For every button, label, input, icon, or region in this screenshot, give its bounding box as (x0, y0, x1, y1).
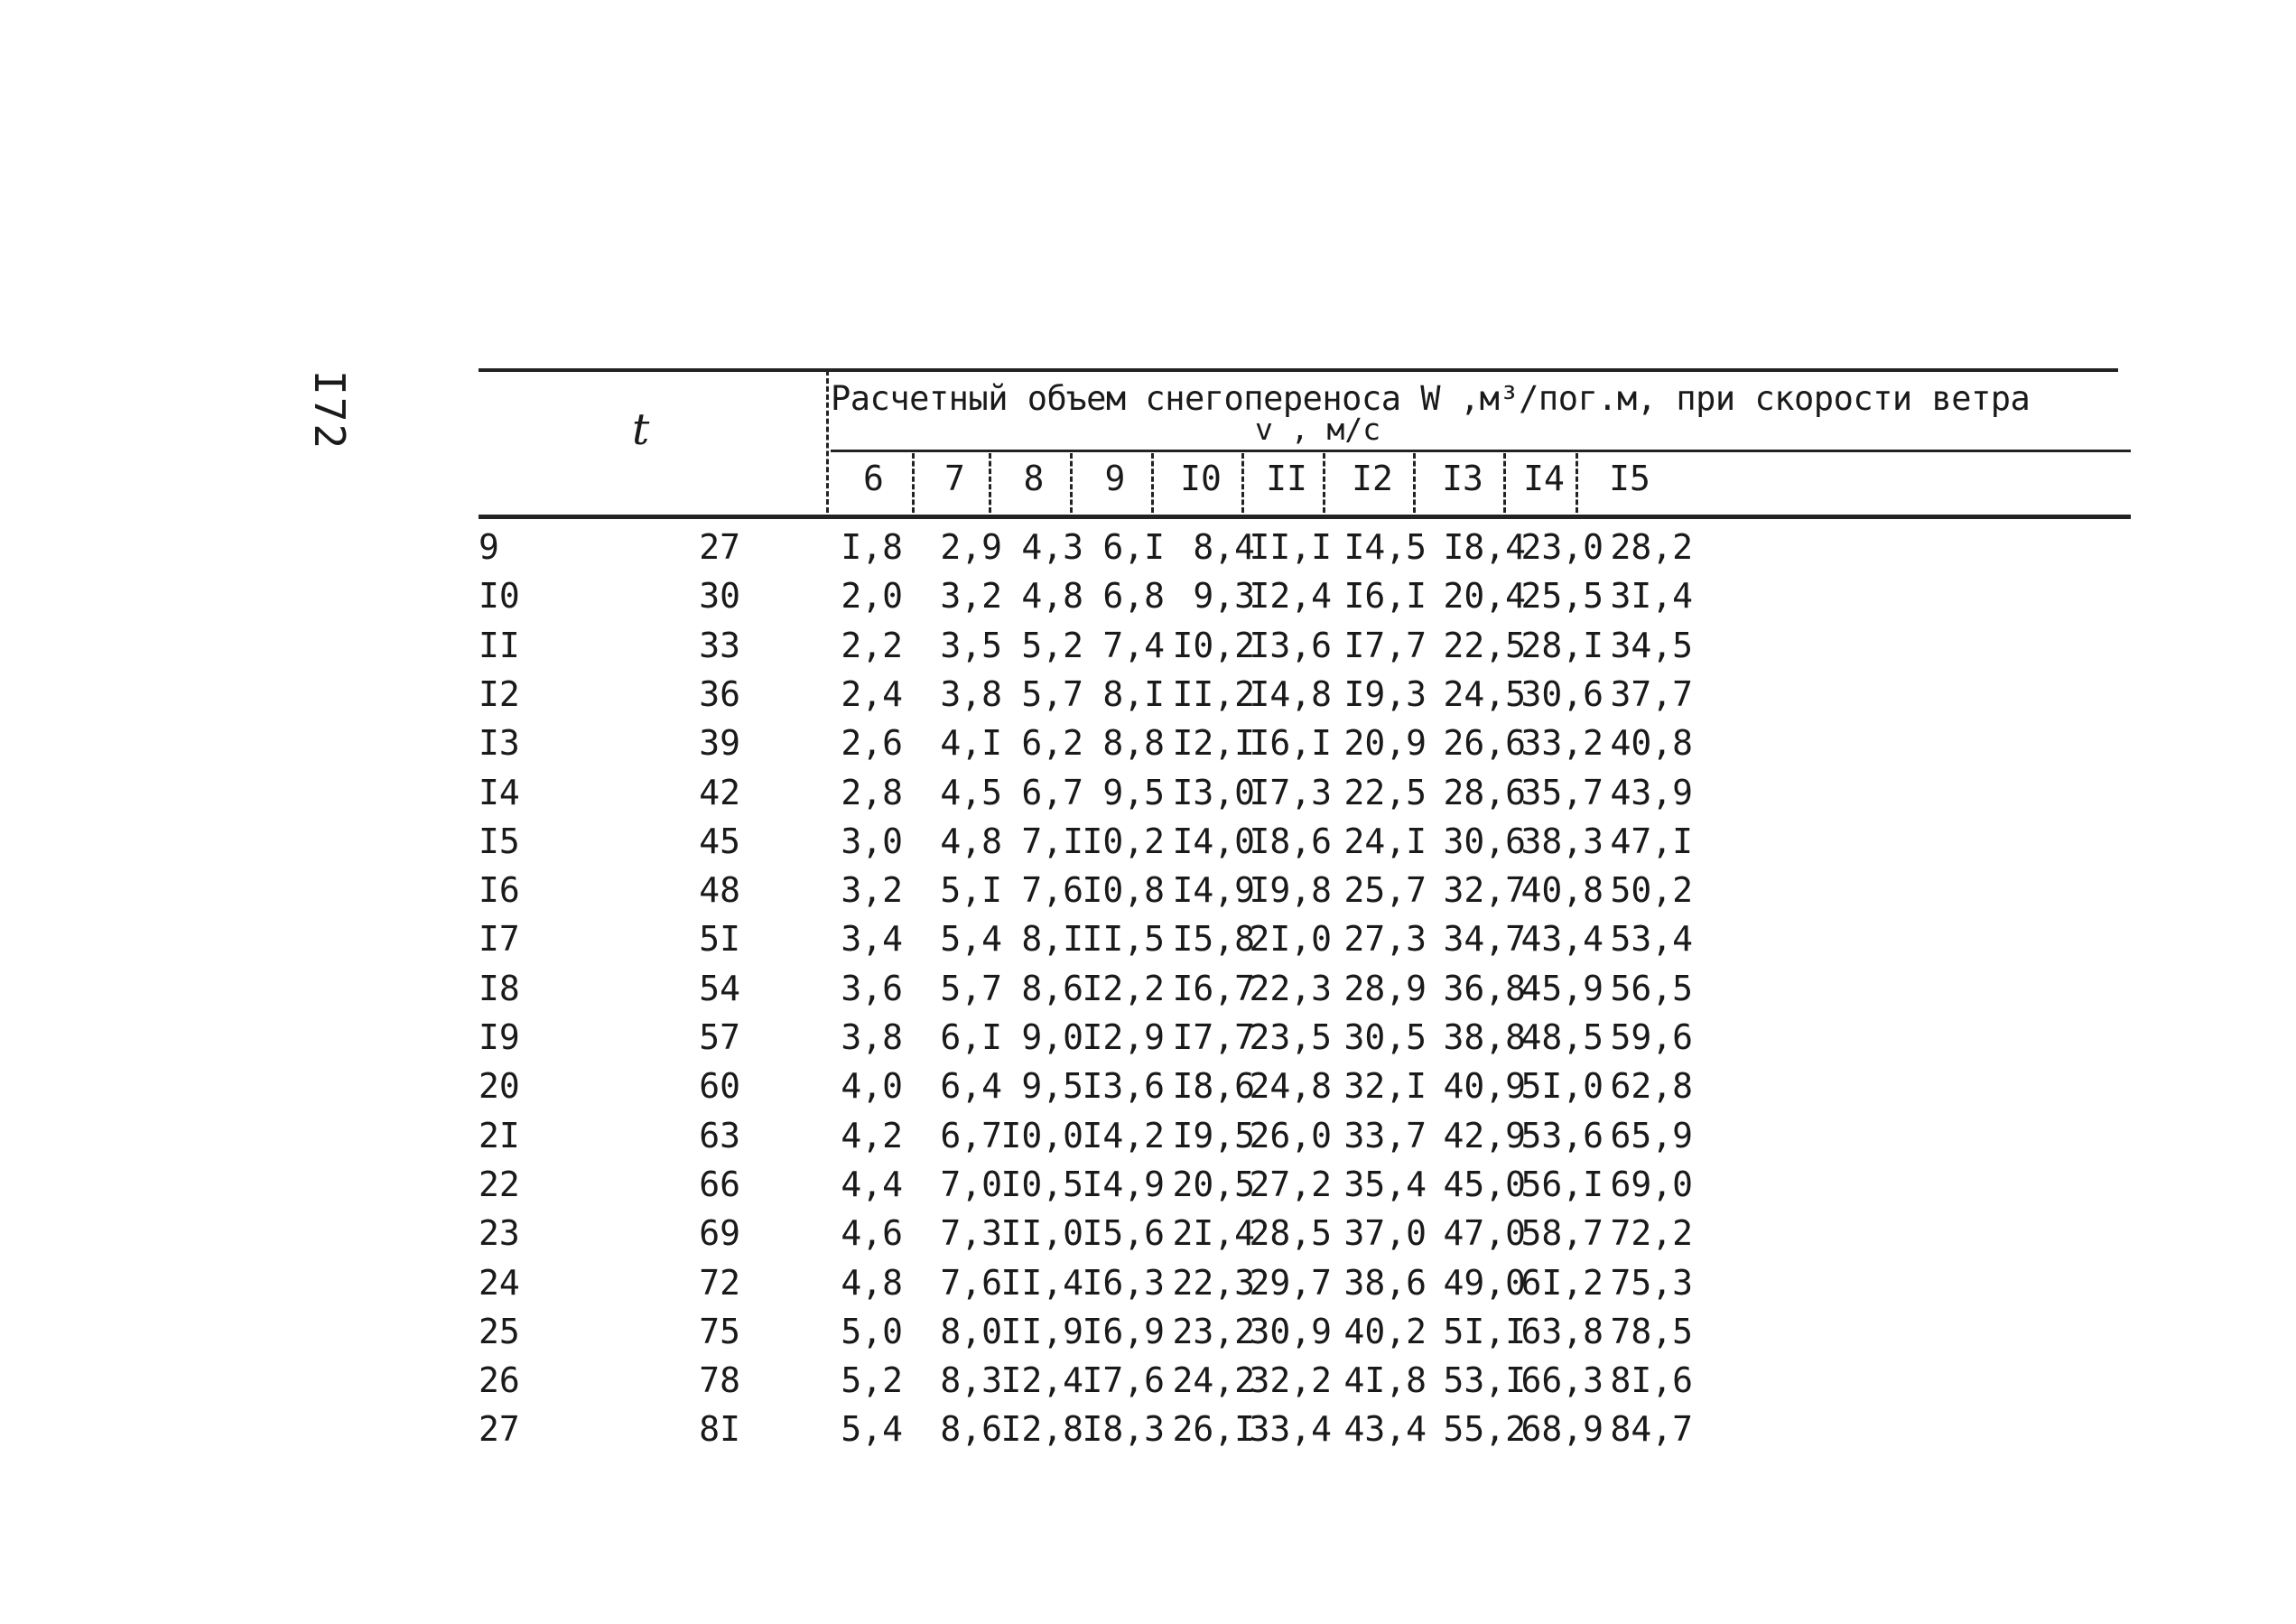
row-index-cell: 24 (479, 1262, 520, 1303)
snow-volume-cell: 23,2 (1172, 1311, 1255, 1351)
snow-volume-cell: 5,4 (940, 919, 1002, 960)
snow-volume-cell: I3,0 (1172, 772, 1255, 812)
t-value-cell: 5I (699, 919, 740, 960)
snow-volume-cell: 9,5 (1102, 772, 1165, 812)
snow-volume-cell: I3,6 (1249, 625, 1332, 665)
table-row (479, 1213, 2131, 1262)
snow-volume-cell: II,5 (1082, 919, 1165, 960)
t-value-cell: 8I (699, 1409, 740, 1450)
snow-volume-cell: I6,3 (1082, 1262, 1165, 1303)
snow-volume-cell: 2,0 (841, 576, 903, 617)
snow-volume-cell: 9,5 (1021, 1066, 1083, 1107)
snow-volume-cell: I2,9 (1082, 1017, 1165, 1057)
snow-volume-cell: 6I,2 (1520, 1262, 1603, 1303)
snow-volume-cell: II,4 (1000, 1262, 1083, 1303)
snow-volume-cell: 7,3 (940, 1213, 1002, 1254)
t-value-cell: 30 (699, 576, 740, 617)
row-index-cell: I3 (479, 723, 520, 764)
row-index-cell: 2I (479, 1115, 520, 1155)
snow-volume-cell: 7,0 (940, 1164, 1002, 1204)
snow-volume-cell: 40,8 (1520, 870, 1603, 911)
snow-volume-cell: 8,6 (940, 1409, 1002, 1450)
snow-volume-cell: 2,9 (940, 527, 1002, 567)
snow-volume-cell: 43,4 (1520, 919, 1603, 960)
snow-volume-cell: I6,7 (1172, 968, 1255, 1008)
snow-volume-cell: 4,4 (841, 1164, 903, 1204)
snow-volume-cell: 24,I (1343, 821, 1427, 861)
snow-volume-cell: 40,9 (1443, 1066, 1526, 1107)
t-value-cell: 39 (699, 723, 740, 764)
t-value-cell: 69 (699, 1213, 740, 1254)
snow-volume-cell: 6,8 (1102, 576, 1165, 617)
table-row (479, 723, 2131, 772)
snow-volume-cell: 8,3 (940, 1360, 1002, 1401)
table-row (479, 821, 2131, 870)
snow-volume-cell: 5I,I (1443, 1311, 1526, 1351)
row-index-cell: 23 (479, 1213, 520, 1254)
snow-volume-cell: 4,8 (1021, 576, 1083, 617)
snow-volume-cell: 40,8 (1610, 723, 1693, 764)
snow-volume-cell: 23,0 (1520, 527, 1603, 567)
snow-volume-cell: 47,I (1610, 821, 1693, 861)
snow-volume-cell: 24,5 (1443, 673, 1526, 714)
speed-column-header: I0 (1180, 459, 1222, 498)
speed-column-header: I3 (1442, 459, 1483, 498)
snow-volume-cell: I0,2 (1172, 625, 1255, 665)
snow-volume-cell: 37,0 (1343, 1213, 1427, 1254)
snow-volume-cell: I0,2 (1082, 821, 1165, 861)
row-index-cell: 9 (479, 527, 499, 567)
speed-column-header: I2 (1352, 459, 1393, 498)
snow-volume-cell: 5,7 (1021, 673, 1083, 714)
snow-volume-cell: 22,5 (1343, 772, 1427, 812)
snow-volume-cell: 38,8 (1443, 1017, 1526, 1057)
snow-volume-cell: 30,6 (1520, 673, 1603, 714)
snow-volume-cell: 38,3 (1520, 821, 1603, 861)
snow-volume-cell: 20,4 (1443, 576, 1526, 617)
speed-column-header: I5 (1609, 459, 1650, 498)
snow-volume-cell: 28,6 (1443, 772, 1526, 812)
snow-volume-cell: 7,I (1021, 821, 1083, 861)
header-column-separator (1503, 453, 1506, 513)
snow-volume-cell: 8,I (1021, 919, 1083, 960)
snow-volume-cell: 45,0 (1443, 1164, 1526, 1204)
snow-volume-cell: 69,0 (1610, 1164, 1693, 1204)
snow-volume-cell: I2,4 (1000, 1360, 1083, 1401)
snow-volume-cell: 4,5 (940, 772, 1002, 812)
snow-volume-cell: 27,3 (1343, 919, 1427, 960)
snow-volume-cell: 8,8 (1102, 723, 1165, 764)
snow-volume-cell: I2,I (1172, 723, 1255, 764)
snow-volume-cell: 6,2 (1021, 723, 1083, 764)
snow-volume-cell: 35,7 (1520, 772, 1603, 812)
header-bottom-rule (479, 515, 2131, 519)
row-index-cell: 22 (479, 1164, 520, 1204)
snow-volume-cell: 45,9 (1520, 968, 1603, 1008)
table-caption-sub: v , м/с (1255, 412, 1381, 447)
row-index-cell: 25 (479, 1311, 520, 1351)
snow-volume-cell: 8I,6 (1610, 1360, 1693, 1401)
snow-volume-cell: 56,5 (1610, 968, 1693, 1008)
snow-volume-cell: 2I,0 (1249, 919, 1332, 960)
snow-volume-cell: I9,3 (1343, 673, 1427, 714)
header-column-separator (1413, 453, 1416, 513)
table-row (479, 969, 2131, 1017)
snow-volume-cell: I8,6 (1249, 821, 1332, 861)
speed-column-header: I4 (1523, 459, 1565, 498)
snow-volume-cell: 8,I (1102, 673, 1165, 714)
t-value-cell: 72 (699, 1262, 740, 1303)
table-row (479, 1360, 2131, 1409)
snow-volume-cell: 35,4 (1343, 1164, 1427, 1204)
snow-volume-cell: 4,3 (1021, 527, 1083, 567)
snow-volume-cell: 75,3 (1610, 1262, 1693, 1303)
t-value-cell: 27 (699, 527, 740, 567)
snow-volume-cell: 66,3 (1520, 1360, 1603, 1401)
snow-volume-cell: 30,6 (1443, 821, 1526, 861)
table-row (479, 1066, 2131, 1115)
snow-volume-cell: 62,8 (1610, 1066, 1693, 1107)
snow-volume-cell: 4,2 (841, 1115, 903, 1155)
table-row (479, 626, 2131, 674)
speed-column-header: 8 (1023, 459, 1045, 498)
snow-volume-cell: 5,I (940, 870, 1002, 911)
t-value-cell: 75 (699, 1311, 740, 1351)
snow-volume-cell: 26,I (1172, 1409, 1255, 1450)
snow-volume-cell: 53,6 (1520, 1115, 1603, 1155)
snow-volume-cell: 4,8 (841, 1262, 903, 1303)
snow-volume-cell: 8,0 (940, 1311, 1002, 1351)
header-column-separator (1576, 453, 1578, 513)
snow-volume-cell: I2,8 (1000, 1409, 1083, 1450)
snow-volume-cell: 23,5 (1249, 1017, 1332, 1057)
table-row (479, 1017, 2131, 1066)
table-row (479, 919, 2131, 968)
snow-volume-cell: 28,2 (1610, 527, 1693, 567)
snow-volume-cell: 3,8 (940, 673, 1002, 714)
snow-volume-cell: I4,0 (1172, 821, 1255, 861)
snow-volume-cell: 9,3 (1193, 576, 1255, 617)
snow-volume-cell: 72,2 (1610, 1213, 1693, 1254)
row-index-cell: 27 (479, 1409, 520, 1450)
snow-volume-cell: 3,0 (841, 821, 903, 861)
table-row (479, 674, 2131, 723)
snow-volume-cell: 8,6 (1021, 968, 1083, 1008)
snow-volume-cell: I,8 (841, 527, 903, 567)
snow-volume-cell: 33,2 (1520, 723, 1603, 764)
snow-volume-cell: 26,0 (1249, 1115, 1332, 1155)
snow-volume-cell: 78,5 (1610, 1311, 1693, 1351)
snow-volume-cell: 3I,4 (1610, 576, 1693, 617)
t-value-cell: 66 (699, 1164, 740, 1204)
snow-volume-cell: 25,5 (1520, 576, 1603, 617)
header-column-separator (1070, 453, 1073, 513)
snow-volume-cell: I2,4 (1249, 576, 1332, 617)
t-value-cell: 78 (699, 1360, 740, 1401)
table-row (479, 527, 2131, 576)
t-value-cell: 63 (699, 1115, 740, 1155)
snow-volume-cell: 6,I (1102, 527, 1165, 567)
header-column-separator (826, 370, 829, 513)
snow-volume-cell: 30,9 (1249, 1311, 1332, 1351)
snow-volume-cell: 5I,0 (1520, 1066, 1603, 1107)
t-value-cell: 45 (699, 821, 740, 861)
snow-volume-cell: 2,4 (841, 673, 903, 714)
header-column-separator (1151, 453, 1154, 513)
header-column-separator (1323, 453, 1325, 513)
row-index-cell: I6 (479, 870, 520, 911)
snow-volume-cell: 20,5 (1172, 1164, 1255, 1204)
table-row (479, 1263, 2131, 1312)
snow-volume-cell: 43,4 (1343, 1409, 1427, 1450)
row-index-cell: I4 (479, 772, 520, 812)
snow-volume-cell: 65,9 (1610, 1115, 1693, 1155)
snow-volume-cell: 4I,8 (1343, 1360, 1427, 1401)
snow-volume-cell: 48,5 (1520, 1017, 1603, 1057)
t-value-cell: 42 (699, 772, 740, 812)
snow-volume-cell: 49,0 (1443, 1262, 1526, 1303)
row-index-cell: I5 (479, 821, 520, 861)
snow-volume-cell: II,2 (1172, 673, 1255, 714)
snow-volume-cell: I8,6 (1172, 1066, 1255, 1107)
snow-volume-cell: I7,6 (1082, 1360, 1165, 1401)
row-index-cell: I9 (479, 1017, 520, 1057)
snow-volume-cell: II,9 (1000, 1311, 1083, 1351)
snow-volume-cell: 3,8 (841, 1017, 903, 1057)
snow-volume-cell: 3,4 (841, 919, 903, 960)
snow-volume-cell: II,0 (1000, 1213, 1083, 1254)
snow-volume-cell: 3,2 (841, 870, 903, 911)
snow-volume-cell: I6,I (1343, 576, 1427, 617)
t-value-cell: 54 (699, 968, 740, 1008)
table-row (479, 773, 2131, 821)
snow-volume-cell: I0,5 (1000, 1164, 1083, 1204)
snow-volume-cell: I7,3 (1249, 772, 1332, 812)
speed-column-header: II (1266, 459, 1307, 498)
snow-volume-cell: 28,5 (1249, 1213, 1332, 1254)
row-index-cell: I0 (479, 576, 520, 617)
table-row (479, 1116, 2131, 1165)
header-column-separator (1241, 453, 1244, 513)
snow-volume-cell: 29,7 (1249, 1262, 1332, 1303)
snow-volume-cell: 4,8 (940, 821, 1002, 861)
snow-volume-cell: 22,3 (1249, 968, 1332, 1008)
snow-volume-cell: 43,9 (1610, 772, 1693, 812)
snow-volume-cell: 42,9 (1443, 1115, 1526, 1155)
snow-volume-cell: I8,3 (1082, 1409, 1165, 1450)
snow-volume-cell: II,I (1249, 527, 1332, 567)
speed-column-header: 6 (863, 459, 884, 498)
snow-volume-cell: I3,6 (1082, 1066, 1165, 1107)
snow-volume-cell: 33,4 (1249, 1409, 1332, 1450)
snow-volume-cell: I0,8 (1082, 870, 1165, 911)
row-index-cell: I8 (479, 968, 520, 1008)
snow-volume-cell: I6,9 (1082, 1311, 1165, 1351)
snow-volume-cell: 53,4 (1610, 919, 1693, 960)
snow-volume-cell: 59,6 (1610, 1017, 1693, 1057)
snow-volume-cell: 22,5 (1443, 625, 1526, 665)
snow-volume-cell: 33,7 (1343, 1115, 1427, 1155)
snow-volume-cell: 37,7 (1610, 673, 1693, 714)
snow-volume-cell: 2,6 (841, 723, 903, 764)
snow-volume-cell: 55,2 (1443, 1409, 1526, 1450)
row-index-cell: II (479, 625, 520, 665)
snow-volume-cell: 28,9 (1343, 968, 1427, 1008)
snow-volume-cell: 6,4 (940, 1066, 1002, 1107)
speed-column-header: 7 (944, 459, 965, 498)
snow-volume-cell: 6,7 (940, 1115, 1002, 1155)
snow-volume-cell: I9,8 (1249, 870, 1332, 911)
row-index-cell: I7 (479, 919, 520, 960)
snow-volume-cell: I4,9 (1172, 870, 1255, 911)
snow-volume-cell: 32,7 (1443, 870, 1526, 911)
snow-volume-cell: 53,I (1443, 1360, 1526, 1401)
row-index-cell: 26 (479, 1360, 520, 1401)
snow-volume-cell: 25,7 (1343, 870, 1427, 911)
snow-volume-cell: 3,6 (841, 968, 903, 1008)
speed-column-header: 9 (1104, 459, 1126, 498)
snow-volume-cell: I4,9 (1082, 1164, 1165, 1204)
snow-volume-cell: I7,7 (1343, 625, 1427, 665)
t-value-cell: 36 (699, 673, 740, 714)
header-column-separator (989, 453, 991, 513)
snow-volume-cell: I4,5 (1343, 527, 1427, 567)
snow-volume-cell: 6,I (940, 1017, 1002, 1057)
snow-volume-cell: 5,0 (841, 1311, 903, 1351)
snow-volume-cell: 7,6 (1021, 870, 1083, 911)
snow-volume-cell: 34,7 (1443, 919, 1526, 960)
snow-volume-cell: 36,8 (1443, 968, 1526, 1008)
snow-volume-cell: I4,2 (1082, 1115, 1165, 1155)
snow-volume-cell: I2,2 (1082, 968, 1165, 1008)
snow-volume-cell: 26,6 (1443, 723, 1526, 764)
snow-volume-cell: 84,7 (1610, 1409, 1693, 1450)
snow-volume-cell: I6,I (1249, 723, 1332, 764)
row-index-cell: I2 (479, 673, 520, 714)
snow-volume-cell: I8,4 (1443, 527, 1526, 567)
snow-volume-cell: I5,8 (1172, 919, 1255, 960)
snow-volume-cell: 32,I (1343, 1066, 1427, 1107)
snow-volume-cell: 24,2 (1172, 1360, 1255, 1401)
page-number: I72 (305, 370, 354, 451)
snow-volume-cell: 27,2 (1249, 1164, 1332, 1204)
snow-volume-cell: I9,5 (1172, 1115, 1255, 1155)
table-row (479, 1312, 2131, 1360)
snow-volume-cell: 3,5 (940, 625, 1002, 665)
table-caption: Расчетный объем снегопереноса W ,м³/пог.м, при скорости ветра (831, 379, 2031, 418)
t-value-cell: 57 (699, 1017, 740, 1057)
snow-volume-cell: 7,6 (940, 1262, 1002, 1303)
snow-volume-cell: I4,8 (1249, 673, 1332, 714)
snow-volume-cell: I5,6 (1082, 1213, 1165, 1254)
header-column-separator (912, 453, 915, 513)
snow-volume-cell: 38,6 (1343, 1262, 1427, 1303)
snow-volume-cell: 30,5 (1343, 1017, 1427, 1057)
t-value-cell: 33 (699, 625, 740, 665)
t-value-cell: 48 (699, 870, 740, 911)
snow-volume-cell: I0,0 (1000, 1115, 1083, 1155)
snow-volume-cell: 6,7 (1021, 772, 1083, 812)
snow-volume-cell: 24,8 (1249, 1066, 1332, 1107)
snow-volume-cell: 20,9 (1343, 723, 1427, 764)
header-divider-rule (831, 450, 2131, 452)
table-row (479, 1165, 2131, 1213)
snow-volume-cell: 2I,4 (1172, 1213, 1255, 1254)
snow-volume-cell: 2,2 (841, 625, 903, 665)
snow-volume-cell: 22,3 (1172, 1262, 1255, 1303)
snow-volume-cell: 32,2 (1249, 1360, 1332, 1401)
snow-volume-cell: 63,8 (1520, 1311, 1603, 1351)
row-index-cell: 20 (479, 1066, 520, 1107)
snow-volume-cell: 9,0 (1021, 1017, 1083, 1057)
snow-volume-cell: 7,4 (1102, 625, 1165, 665)
table-row (479, 1409, 2131, 1458)
snow-volume-cell: I7,7 (1172, 1017, 1255, 1057)
snow-volume-cell: 5,4 (841, 1409, 903, 1450)
snow-volume-cell: 50,2 (1610, 870, 1693, 911)
snow-volume-cell: 2,8 (841, 772, 903, 812)
table-row (479, 576, 2131, 625)
snow-volume-cell: 5,7 (940, 968, 1002, 1008)
table-top-rule (479, 368, 2118, 372)
snow-volume-cell: 5,2 (1021, 625, 1083, 665)
table-row (479, 870, 2131, 919)
snow-volume-cell: 58,7 (1520, 1213, 1603, 1254)
snow-volume-cell: 4,6 (841, 1213, 903, 1254)
snow-volume-cell: 3,2 (940, 576, 1002, 617)
snow-volume-cell: 4,I (940, 723, 1002, 764)
snow-volume-cell: 4,0 (841, 1066, 903, 1107)
snow-volume-cell: 68,9 (1520, 1409, 1603, 1450)
snow-volume-cell: 56,I (1520, 1164, 1603, 1204)
t-value-cell: 60 (699, 1066, 740, 1107)
snow-volume-cell: 28,I (1520, 625, 1603, 665)
t-column-header: t (632, 404, 650, 455)
snow-volume-cell: 8,4 (1193, 527, 1255, 567)
snow-volume-cell: 5,2 (841, 1360, 903, 1401)
snow-volume-cell: 40,2 (1343, 1311, 1427, 1351)
snow-volume-cell: 34,5 (1610, 625, 1693, 665)
snow-volume-cell: 47,0 (1443, 1213, 1526, 1254)
